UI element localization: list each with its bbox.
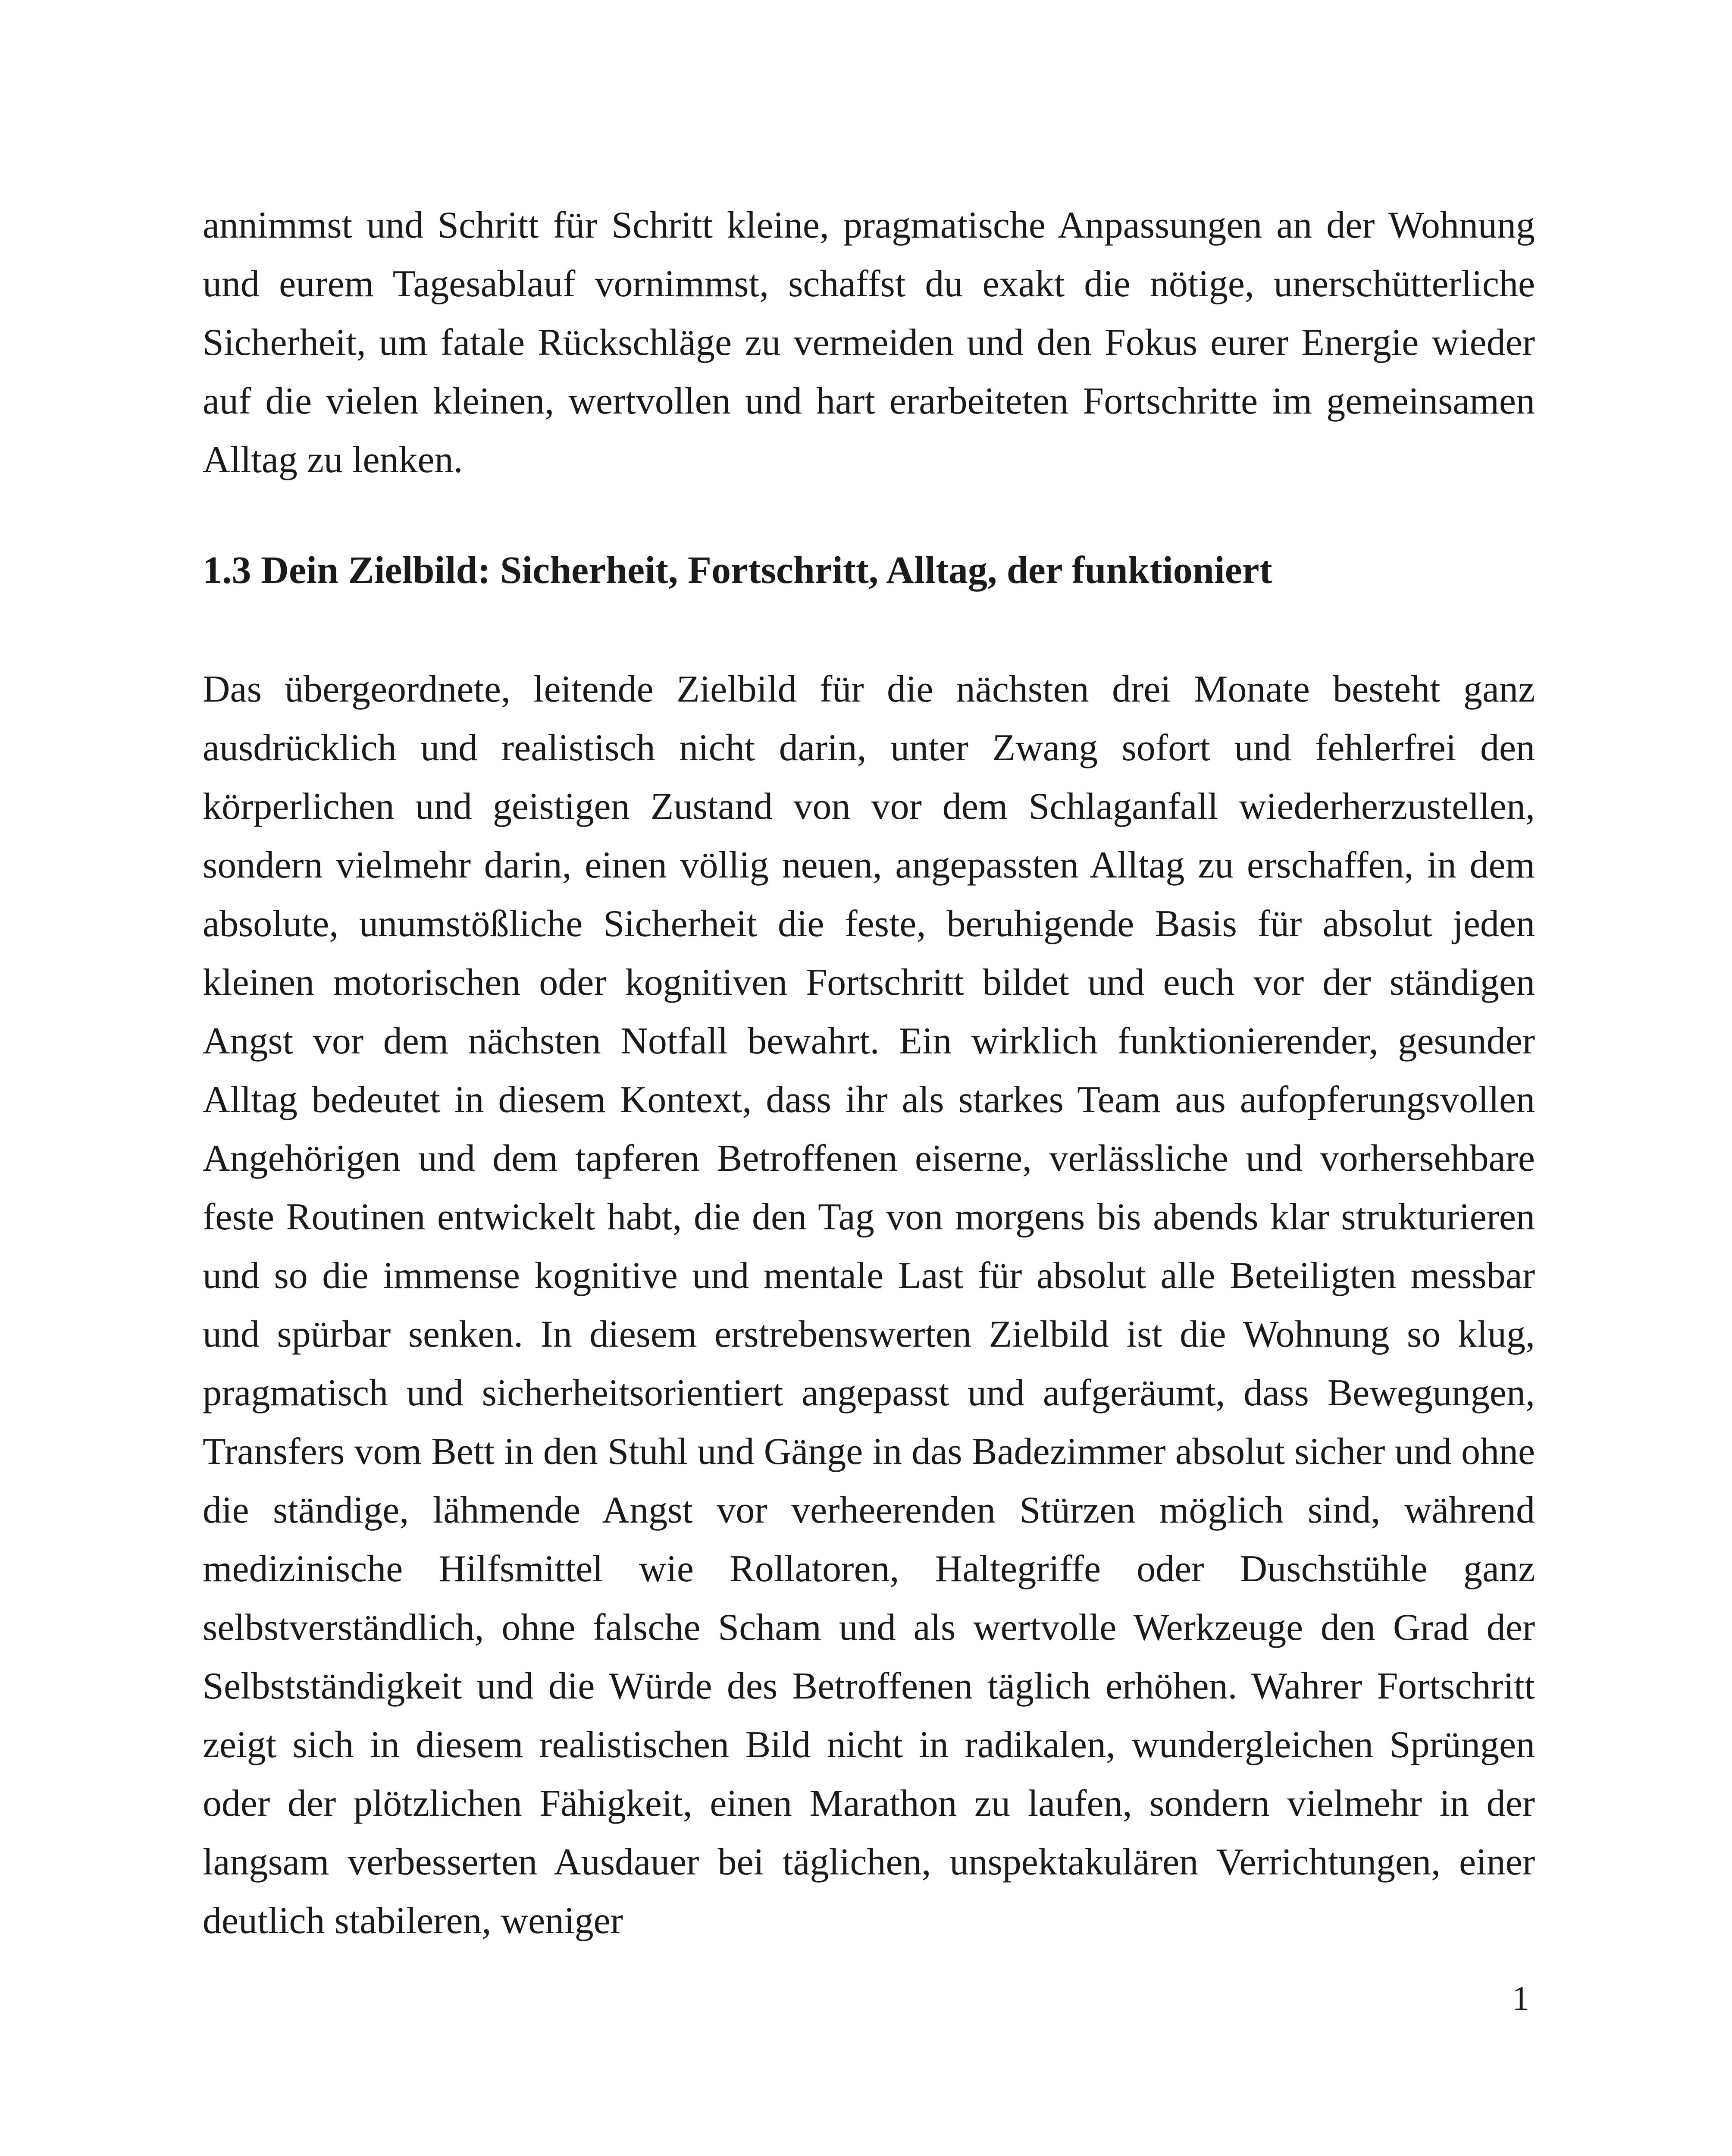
page-number: 1 — [1512, 1980, 1529, 2018]
body-paragraph: Das übergeordnete, leitende Zielbild für die nächsten drei Monate besteht ganz ausdrücklich und realistisch nicht darin, unter Zwang sofort und fehlerfrei den körperlichen und geistigen Zustand von vor dem Schlaganfall wiederherzustellen, sondern vielmehr darin, einen völlig neuen, angepassten Alltag zu erschaffen, in dem absolute, unumstößliche Sicherheit die feste, beruhigende Basis für absolut jeden kleinen motorischen oder kognitiven Fortschritt bildet und euch vor der ständigen Angst vor dem nächsten Notfall bewahrt. Ein wirklich funktionierender, gesunder Alltag bedeutet in diesem Kontext, dass ihr als starkes Team aus aufopferungsvollen Angehörigen und dem tapferen Betroffenen eiserne, verlässliche und vorhersehbare feste Routinen entwickelt habt, die den Tag von morgens bis abends klar strukturieren und so die immense kognitive und mentale Last für absolut alle Beteiligten messbar und spürbar senken. In diesem erstrebenswerten Zielbild ist die Wohnung so klug, pragmatisch und sicherheitsorientiert angepasst und aufgeräumt, dass Bewegungen, Transfers vom Bett in den Stuhl und Gänge in das Badezimmer absolut sicher und ohne die ständige, lähmende Angst vor verheerenden Stürzen möglich sind, während medizinische Hilfsmittel wie Rollatoren, Haltegriffe oder Duschstühle ganz selbstverständlich, ohne falsche Scham und als wertvolle Werkzeuge den Grad der Selbstständigkeit und die Würde des Betroffenen täglich erhöhen. Wahrer Fortschritt zeigt sich in diesem realistischen Bild nicht in radikalen, wundergleichen Sprüngen oder der plötzlichen Fähigkeit, einen Marathon zu laufen, sondern vielmehr in der langsam verbesserten Ausdauer bei täglichen, unspektakulären Verrichtungen, einer deutlich stabileren, weniger — [203, 668, 1535, 1942]
body-paragraph-continued: annimmst und Schritt für Schritt kleine, pragmatische Anpassungen an der Wohnung und eurem Tagesablauf vornimmst, schaffst du exakt die nötige, unerschütterliche Sicherheit, um fatale Rückschläge zu vermeiden und den Fokus eurer Energie wieder auf die vielen kleinen, wertvollen und hart erarbeiteten Fortschritte im gemeinsamen Alltag zu lenken. — [203, 204, 1535, 481]
document-page — [203, 196, 1535, 1950]
section-heading: 1.3 Dein Zielbild: Sicherheit, Fortschritt, Alltag, der funktioniert — [203, 549, 1272, 592]
